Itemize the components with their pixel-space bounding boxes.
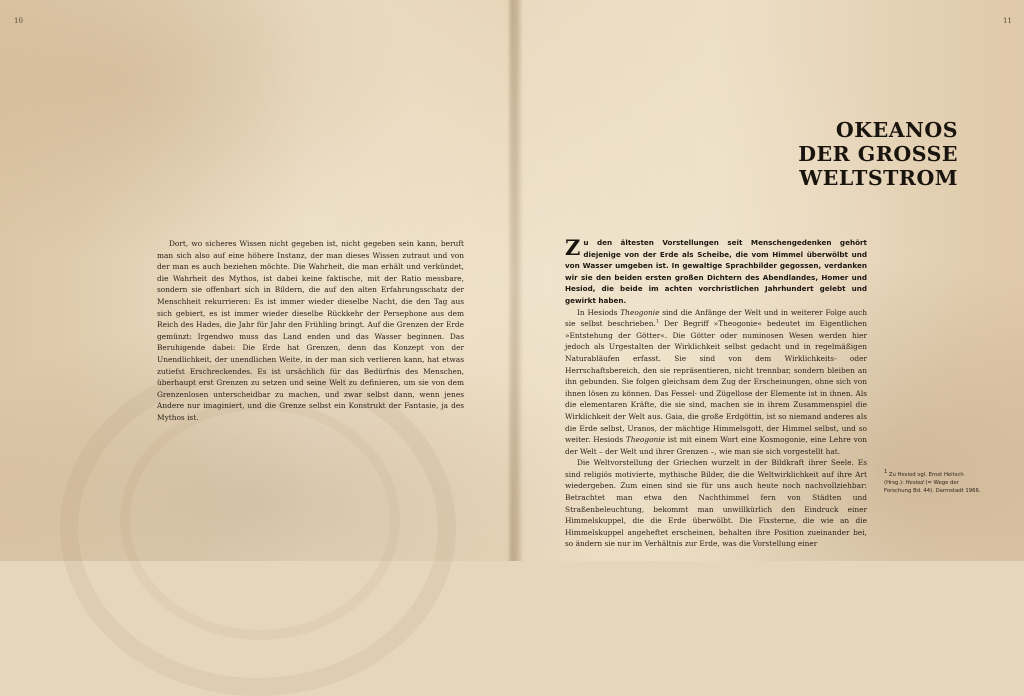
drop-cap: Z (565, 235, 581, 260)
text-run: Zu Hesiod vgl. Ernst Heitsch (Hrsg.): (884, 472, 964, 486)
work-title: Theogonie (625, 435, 666, 445)
chapter-title-line: DER GROSSE (798, 142, 958, 166)
page-number-right: 11 (1003, 17, 1012, 25)
text-run: sind die Anfänge der Welt und in weiterer Folge auch sie selbst beschrieben. (565, 307, 868, 329)
page-number-left: 10 (14, 17, 23, 25)
right-page-text (565, 237, 867, 550)
chapter-title-line: WELTSTROM (799, 166, 958, 190)
chapter-title (700, 118, 958, 190)
lead-paragraph (565, 237, 867, 307)
lead-text: u den ältesten Vorstellungen seit Menschengedenken gehört diejenige von der Erde als Scheibe, die vom Himmel überwölbt und von Wasser umgeben ist. In gewaltige Sprachbilder gegossen, verdanken wir sie den beiden ersten großen Dichtern des Abendlandes, Homer und Hesiod, die beide im achten vorchristlichen Jahrhundert gelebt und gewirkt haben. (565, 238, 867, 305)
body-paragraph: Dort, wo sicheres Wissen nicht gegeben ist, nicht gegeben sein kann, beruft man sich also auf eine höhere Instanz, der man dieses Wissen zutraut und von der man es auch beziehen möchte. Die Wahrheit, die man erhält und verkündet, die Wahrheit des Mythos, ist dabei keine faktische, mit der Ratio messbare, sondern sie offenbart sich in Bildern, die auf den alten Erfahrungsschatz der Menschheit rekurrieren: Es ist immer wieder dieselbe Nacht, die den Tag aus sich gebiert, es ist immer wieder dieselbe Rückkehr der Persephone aus dem Reich des Hades, die Jahr für Jahr den Frühling bringt. Auf die Grenzen der Erde gemünzt: Irgendwo muss das Land enden und das Wasser beginnen. Das Beruhigende dabei: Die Erde hat Grenzen, denn das Konzept von der Unendlichkeit, der unendlichen Weite, in der man sich verlieren kann, hat etwas zutiefst Erschreckendes. Es ist ursächlich für das Bedürfnis des Menschen, überhaupt erst Grenzen zu setzen und seine Welt zu definieren, um sie von dem Grenzenlosen unterscheidbar zu machen, und zwar selbst dann, wenn jenes Andere nur imaginiert, und die Grenze selbst ein Konstrukt der Fantasie, ja des Mythos ist. (157, 239, 464, 422)
footnote (884, 471, 984, 495)
text-run: Der Begriff »Theogonie« bedeutet im Eigentlichen »Entstehung der Götter«. Die Götter oder numinosen Wesen werden hier jedoch als Urgestalten der Wirklichkeit selbst gedacht und in regelmäßigen Naturabläufen erfasst. Sie sind von dem Wirklichkeits- oder Herrschaftsbereich, den sie repräsentieren, nicht trennbar, sondern bleiben an ihn gebunden. Sie folgen gleichsam dem Zug der Erscheinungen, ohne sich von ihnen lösen zu können. Das Fessel- und Zügellose der Elemente ist in ihnen. Als die elementaren Kräfte, die sie sind, machen sie in ihrem Zusammenspiel die Wirklichkeit der Welt aus. Gaia, die große Erdgöttin, ist so niemand anderes als die Erde selbst, Uranos, der mächtige Himmelsgott, der Himmel selbst, und so weiter. Hesiods (565, 319, 867, 445)
body-paragraph: Die Weltvorstellung der Griechen wurzelt in der Bildkraft ihrer Seele. Es sind religiös motivierte, mythische Bilder, die die Weltwirklichkeit auf ihre Art wiedergeben. Zum einen sind sie für uns auch heute noch nachvollziehbar: Betrachtet man etwa den Nachthimmel fern von Städten und Straßenbeleuchtung, bekommt man unwillkürlich den Eindruck einer Himmelskuppel, die die Erde überwölbt. Die Fixsterne, die wie an die Himmelskuppel angeheftet erscheinen, behalten ihre Position zueinander bei, so ändern sie nur im Verhältnis zur Erde, was die Vorstellung einer (565, 458, 867, 549)
work-title: Theogonie (620, 307, 660, 317)
footnote-number: 1 (884, 469, 888, 476)
work-title: Hesiod (905, 480, 924, 486)
background-decoration (120, 400, 400, 640)
left-page-text (157, 238, 464, 424)
footnote-marker: 1 (655, 318, 660, 325)
chapter-title-line: OKEANOS (835, 118, 958, 142)
text-run: (= Wege der Forschung Bd. 44). Darmstadt 1966. (884, 480, 981, 494)
body-paragraph (565, 307, 867, 458)
book-gutter (508, 0, 524, 561)
text-run: ist mit einem Wort eine Kosmogonie, eine Lehre von der Welt – der Welt und ihrer Grenzen –, wie man sie sich vorgestellt hat. (565, 435, 867, 456)
text-run: In Hesiods (577, 307, 621, 317)
